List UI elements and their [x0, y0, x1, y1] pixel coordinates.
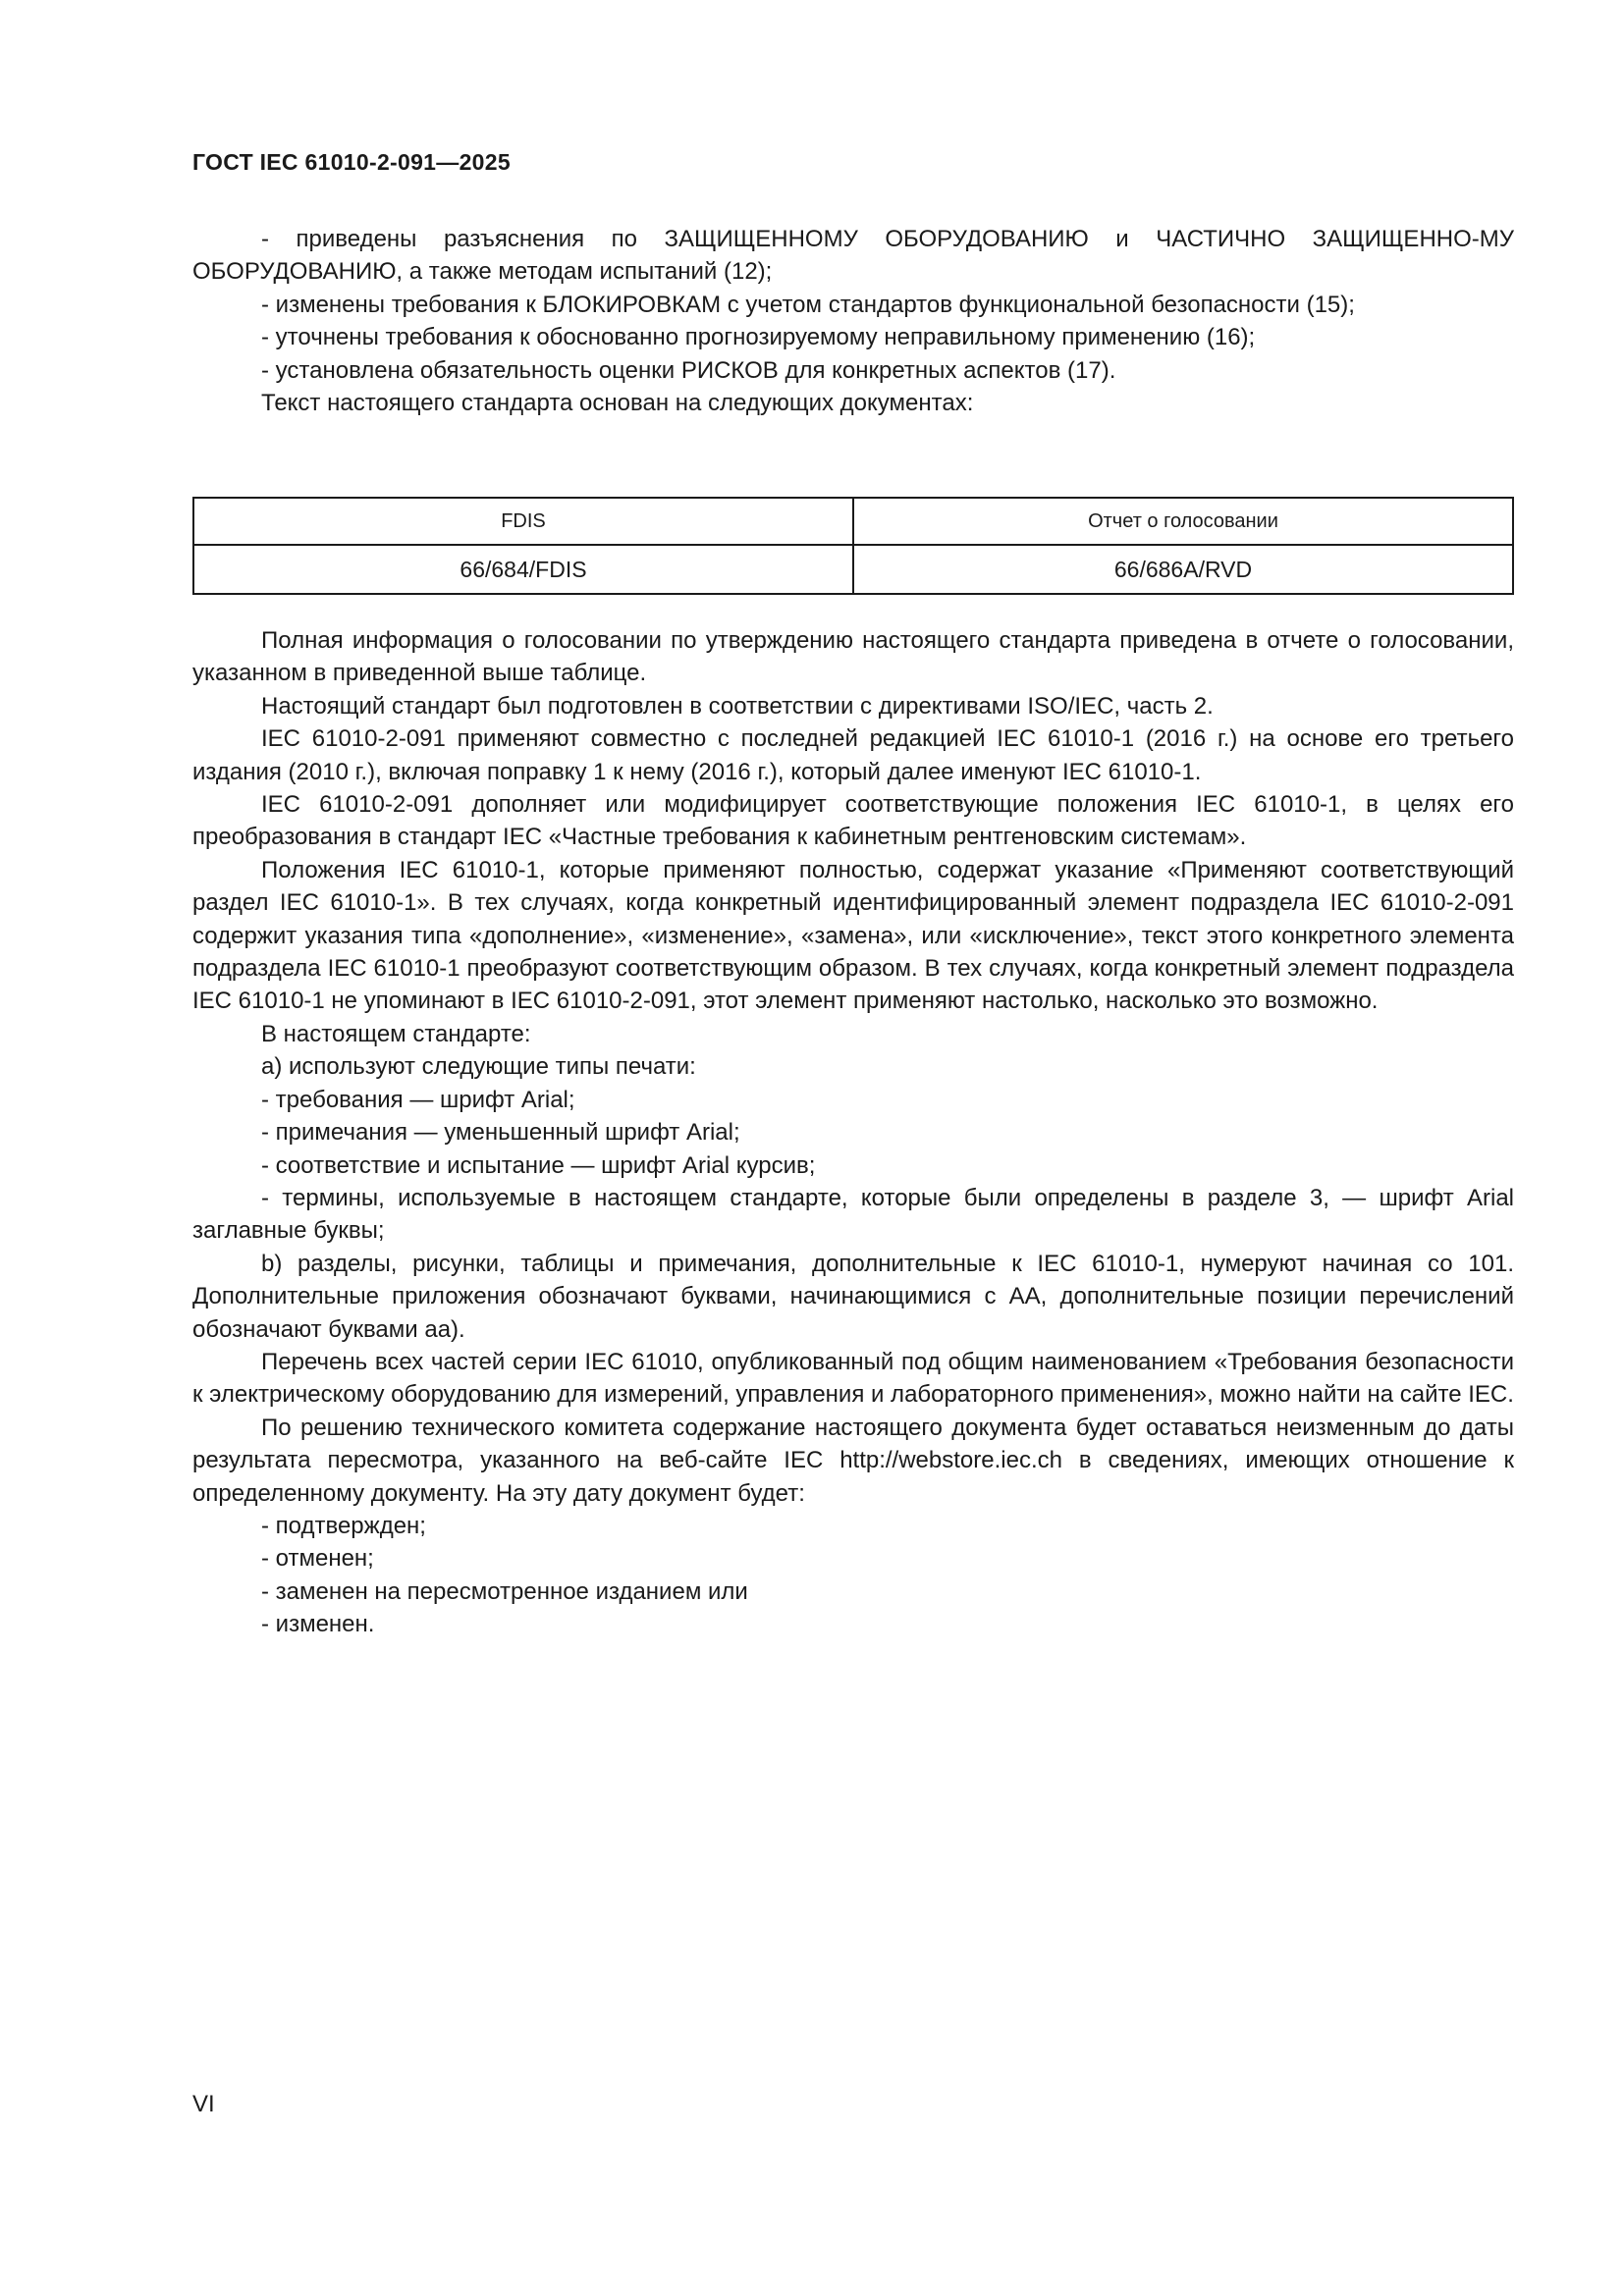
table-cell: 66/684/FDIS — [193, 545, 853, 594]
list-item: - уточнены требования к обоснованно прогнозируемому неправильному применению (16); — [261, 324, 1256, 351]
table-row — [193, 545, 1513, 594]
paragraph: IEC 61010-2-091 дополняет или модифицирует соответствующие положения IEC 61010-1, в целях его преобразования в стандарт IEC «Частные требования к кабинетным рентгеновским системам». — [192, 791, 1514, 851]
table-header-cell: Отчет о голосовании — [853, 498, 1513, 545]
list-item: a) используют следующие типы печати: — [261, 1053, 696, 1081]
paragraph: Перечень всех частей серии IEC 61010, опубликованный под общим наименованием «Требования безопасности к электрическому оборудованию для измерений, управления и лабораторного применения», можно найти на сайте IEC. — [192, 1348, 1514, 1409]
paragraph: IEC 61010-2-091 применяют совместно с последней редакцией IEC 61010-1 (2016 г.) на основе его третьего издания (2010 г.), включая поправку 1 к нему (2016 г.), который далее именуют IEC 61010-1. — [192, 725, 1514, 785]
table-header-row — [193, 498, 1513, 545]
table-cell: 66/686A/RVD — [853, 545, 1513, 594]
voting-table — [192, 497, 1514, 595]
list-item: - изменен. — [261, 1611, 375, 1638]
list-item: - требования — шрифт Arial; — [261, 1086, 575, 1113]
list-item: - изменены требования к БЛОКИРОВКАМ с учетом стандартов функциональной безопасности (15); — [261, 291, 1355, 318]
list-item: - соответствие и испытание — шрифт Arial курсив; — [261, 1151, 816, 1179]
list-item: - термины, используемые в настоящем стандарте, которые были определены в разделе 3, — шрифт Arial заглавные буквы; — [192, 1184, 1514, 1245]
paragraph: Текст настоящего стандарта основан на следующих документах: — [261, 390, 974, 417]
list-item: - приведены разъяснения по ЗАЩИЩЕННОМУ ОБОРУДОВАНИЮ и ЧАСТИЧНО ЗАЩИЩЕННО-МУ ОБОРУДОВАНИЮ, а также методам испытаний (12); — [192, 226, 1514, 286]
list-item: - заменен на пересмотренное изданием или — [261, 1577, 748, 1605]
list-item: b) разделы, рисунки, таблицы и примечания, дополнительные к IEC 61010-1, нумеруют начиная со 101. Дополнительные приложения обозначают буквами, начинающимися с АА, дополнительные позиции перечислений обозначают буквами аа). — [192, 1250, 1514, 1343]
list-item: - примечания — уменьшенный шрифт Arial; — [261, 1119, 740, 1147]
changes-list — [192, 223, 1514, 419]
document-header: ГОСТ IEC 61010-2-091—2025 — [192, 149, 511, 175]
list-item: - отменен; — [261, 1545, 374, 1573]
list-item: - подтвержден; — [261, 1512, 426, 1539]
paragraph: Полная информация о голосовании по утверждению настоящего стандарта приведена в отчете о голосовании, указанном в приведенной выше таблице. — [192, 627, 1514, 687]
table-header-cell: FDIS — [193, 498, 853, 545]
main-text — [192, 624, 1514, 1641]
page-number: VI — [192, 2091, 215, 2117]
paragraph: По решению технического комитета содержание настоящего документа будет оставаться неизменным до даты результата пересмотра, указанного на веб-сайте IEC http://webstore.iec.ch в сведениях, имеющих отношение к определенному документу. На эту дату документ будет: — [192, 1414, 1514, 1507]
list-item: - установлена обязательность оценки РИСКОВ для конкретных аспектов (17). — [261, 356, 1116, 384]
paragraph: Настоящий стандарт был подготовлен в соответствии с директивами ISO/IEC, часть 2. — [261, 692, 1214, 720]
paragraph: В настоящем стандарте: — [261, 1020, 531, 1047]
paragraph: Положения IEC 61010-1, которые применяют полностью, содержат указание «Применяют соответствующий раздел IEC 61010-1». В тех случаях, когда конкретный идентифицированный элемент подраздела IEC 61010-2-091 содержит указания типа «дополнение», «изменение», «замена», или «исключение», текст этого конкретного элемента подраздела IEC 61010-1 преобразуют соответствующим образом. В тех случаях, когда конкретный элемент подраздела IEC 61010-1 не упоминают в IEC 61010-2-091, этот элемент применяют настолько, насколько это возможно. — [192, 856, 1514, 1015]
